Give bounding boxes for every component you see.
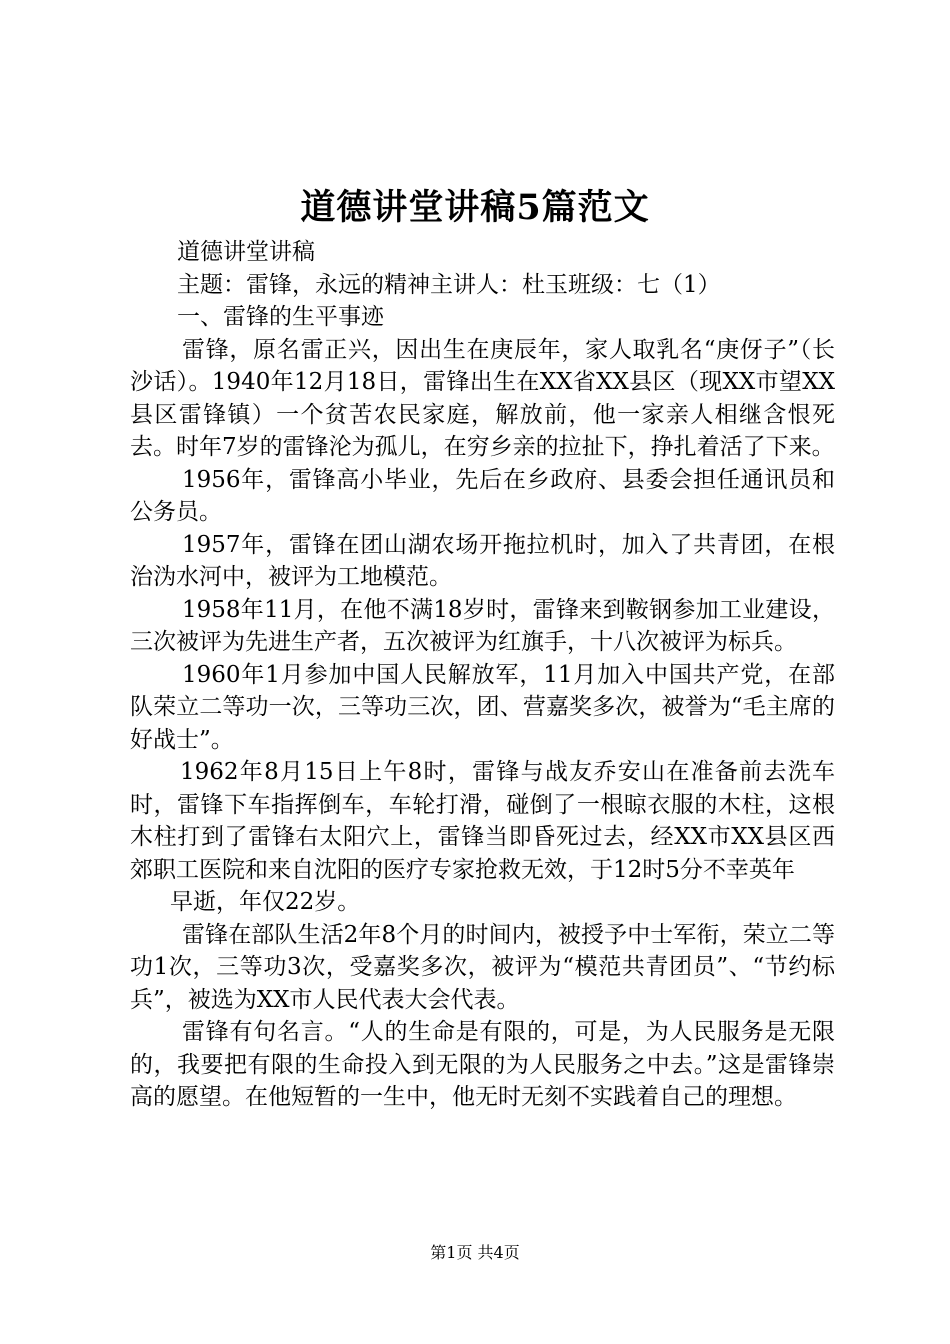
paragraph-quote: 雷锋有句名言。“人的生命是有限的，可是，为人民服务是无限的，我要把有限的生命投入到无限的为人民服务之中去。”这是雷锋崇高的愿望。在他短暂的一生中，他无时无刻不实践着自己的理想。 — [130, 1019, 835, 1110]
paragraph-topic: 主题：雷锋，永远的精神主讲人：杜玉班级：七（1） — [177, 271, 721, 298]
paragraph-section-heading: 一、雷锋的生平事迹 — [177, 304, 384, 330]
document-title: 道德讲堂讲稿5篇范文 — [300, 187, 650, 228]
paragraph-1956: 1956年，雷锋高小毕业，先后在乡政府、县委会担任通讯员和公务员。 — [130, 466, 835, 525]
document-body — [130, 236, 835, 1114]
paragraph-1962: 1962年8月15日上午8时，雷锋与战友乔安山在准备前去洗车时，雷锋下车指挥倒车，车轮打滑，碰倒了一根晾衣服的木柱，这根木柱打到了雷锋右太阳穴上，雷锋当即昏死过去，经XX市XX县区西郊职工医院和来自沈阳的医疗专家抢救无效，于12时5分不幸英年 — [130, 759, 835, 883]
paragraph-1957: 1957年，雷锋在团山湖农场开拖拉机时，加入了共青团，在根治沩水河中，被评为工地模范。 — [130, 531, 835, 590]
paragraph-biography: 雷锋，原名雷正兴，因出生在庚辰年，家人取乳名“庚伢子”（长沙话）。1940年12月18日，雷锋出生在XX省XX县区（现XX市望XX县区雷锋镇）一个贫苦农民家庭，解放前，他一家亲人相继含恨死去。时年7岁的雷锋沦为孤儿，在穷乡亲的拉扯下，挣扎着活了下来。 — [130, 336, 835, 460]
paragraph-death: 早逝，年仅22岁。 — [170, 889, 361, 915]
paragraph-1960: 1960年1月参加中国人民解放军，11月加入中国共产党，在部队荣立二等功一次，三等功三次，团、营嘉奖多次，被誉为“毛主席的好战士”。 — [130, 661, 835, 753]
page-footer: 第1页 共4页 — [430, 1243, 520, 1262]
paragraph-1958: 1958年11月，在他不满18岁时，雷锋来到鞍钢参加工业建设，三次被评为先进生产者，五次被评为红旗手，十八次被评为标兵。 — [130, 596, 835, 655]
paragraph-heading: 道德讲堂讲稿 — [177, 239, 315, 265]
paragraph-honors: 雷锋在部队生活2年8个月的时间内，被授予中士军衔，荣立二等功1次，三等功3次，受嘉奖多次，被评为“模范共青团员”、“节约标兵”，被选为XX市人民代表大会代表。 — [130, 921, 835, 1013]
